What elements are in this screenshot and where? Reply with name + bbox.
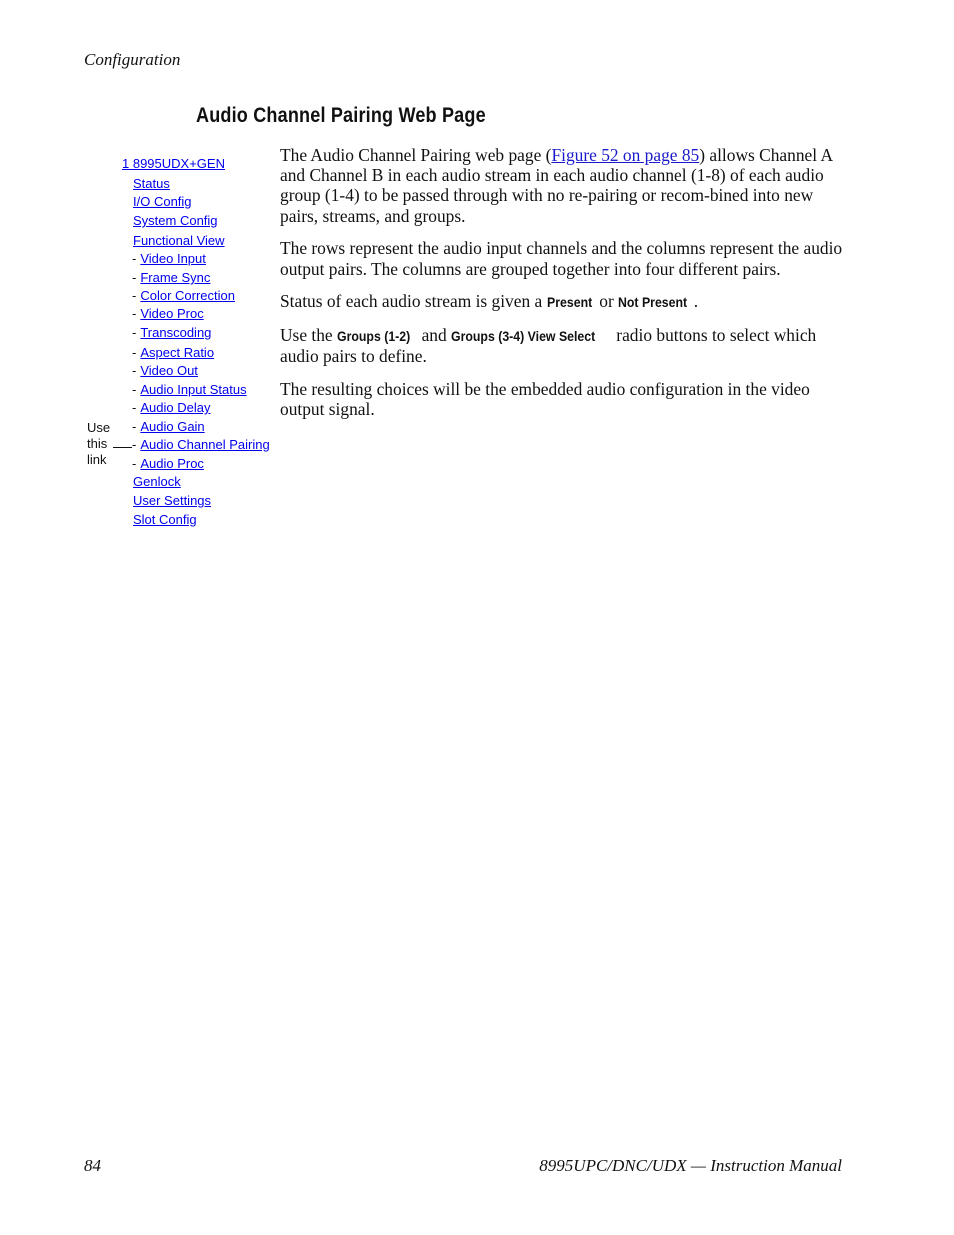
nav-link-video-out[interactable]: Video Out xyxy=(140,363,198,378)
nav-subitem xyxy=(132,419,205,435)
tree-dash: - xyxy=(132,306,137,321)
ui-term-groups-1-2: Groups (1-2) xyxy=(337,327,411,344)
text-span: and xyxy=(417,324,452,345)
nav-link-video-proc[interactable]: Video Proc xyxy=(140,306,204,321)
nav-link-transcoding[interactable]: Transcoding xyxy=(140,325,212,340)
running-head: Configuration xyxy=(84,50,181,69)
tree-dash: - xyxy=(132,251,137,266)
tree-dash: - xyxy=(132,325,137,340)
tree-dash: - xyxy=(132,456,137,471)
text-span: Use the xyxy=(280,324,337,345)
text-span: radio buttons to select which audio pairs to define. xyxy=(280,324,817,367)
paragraph-1 xyxy=(280,145,843,226)
nav-link-audio-gain[interactable]: Audio Gain xyxy=(140,419,205,434)
nav-subitem xyxy=(132,363,198,379)
nav-subitem xyxy=(132,456,204,472)
tree-dash: - xyxy=(132,400,137,415)
nav-subitem xyxy=(132,306,204,322)
tree-dash: - xyxy=(132,437,137,452)
nav-item xyxy=(133,233,225,249)
nav-item xyxy=(133,493,211,509)
nav-item xyxy=(133,194,192,210)
callout-line-2: this xyxy=(87,436,108,451)
nav-root xyxy=(122,156,225,172)
text-span: . xyxy=(693,291,699,312)
paragraph-4 xyxy=(280,325,843,366)
nav-link-genlock[interactable]: Genlock xyxy=(133,474,181,489)
callout-line-1: Use xyxy=(87,420,111,435)
nav-item xyxy=(133,474,181,490)
nav-subitem xyxy=(132,270,210,286)
nav-link-root[interactable]: 1 8995UDX+GEN xyxy=(122,156,225,171)
paragraph-5: The resulting choices will be the embedded audio configuration in the video output signal. xyxy=(280,378,810,420)
text-span: The Audio Channel Pairing web page ( xyxy=(280,145,552,165)
tree-dash: - xyxy=(132,270,137,285)
nav-link-audio-delay[interactable]: Audio Delay xyxy=(140,400,211,415)
nav-link-audio-input-status[interactable]: Audio Input Status xyxy=(140,382,247,397)
text-span: Status of each audio stream is given a xyxy=(280,291,547,312)
tree-dash: - xyxy=(132,345,137,360)
callout-leader-line xyxy=(113,447,132,448)
nav-subitem xyxy=(132,345,214,361)
section-title: Audio Channel Pairing Web Page xyxy=(196,104,486,127)
ui-term-present: Present xyxy=(546,294,592,311)
nav-link-color-correction[interactable]: Color Correction xyxy=(140,288,235,303)
manual-title: 8995UPC/DNC/UDX — Instruction Manual xyxy=(539,1156,842,1175)
ui-term-groups-3-4-view-select: Groups (3-4) View Select xyxy=(451,327,596,344)
nav-subitem xyxy=(132,437,270,453)
nav-link-audio-proc[interactable]: Audio Proc xyxy=(140,456,204,471)
nav-link-status[interactable]: Status xyxy=(133,176,170,191)
text-span: ) allows Channel A and Channel B in each audio stream in each audio channel (1-8) of each audio group (1-4) to be passed through with no re-pairing or recom-bined into new pairs, streams, and groups. xyxy=(280,145,833,226)
tree-dash: - xyxy=(132,382,137,397)
nav-link-video-input[interactable]: Video Input xyxy=(140,251,206,266)
nav-subitem xyxy=(132,382,247,398)
nav-link-slot-config[interactable]: Slot Config xyxy=(133,512,197,527)
paragraph-2: The rows represent the audio input channels and the columns represent the audio output pairs. The columns are grouped together into four different pairs. xyxy=(280,238,843,279)
nav-subitem xyxy=(132,288,235,304)
nav-item xyxy=(133,512,197,528)
nav-subitem xyxy=(132,325,211,341)
callout-line-3: link xyxy=(87,452,107,467)
text-span: or xyxy=(594,291,619,312)
nav-link-audio-channel-pairing[interactable]: Audio Channel Pairing xyxy=(140,437,270,452)
figure-cross-reference-link[interactable]: Figure 52 on page 85 xyxy=(551,145,700,165)
nav-item xyxy=(133,213,218,229)
nav-link-io-config[interactable]: I/O Config xyxy=(133,194,192,209)
body-text xyxy=(280,145,843,432)
nav-link-frame-sync[interactable]: Frame Sync xyxy=(140,270,211,285)
tree-dash: - xyxy=(132,288,137,303)
nav-link-aspect-ratio[interactable]: Aspect Ratio xyxy=(140,345,215,360)
callout-label xyxy=(87,420,110,468)
nav-link-system-config[interactable]: System Config xyxy=(133,213,218,228)
nav-link-functional-view[interactable]: Functional View xyxy=(133,233,225,248)
nav-subitem xyxy=(132,400,210,416)
paragraph-3 xyxy=(280,291,843,312)
nav-subitem xyxy=(132,251,206,267)
nav-link-user-settings[interactable]: User Settings xyxy=(133,493,212,508)
nav-item xyxy=(133,176,170,192)
tree-dash: - xyxy=(132,363,137,378)
ui-term-not-present: Not Present xyxy=(618,294,688,311)
page-number: 84 xyxy=(84,1156,101,1175)
tree-dash: - xyxy=(132,419,137,434)
